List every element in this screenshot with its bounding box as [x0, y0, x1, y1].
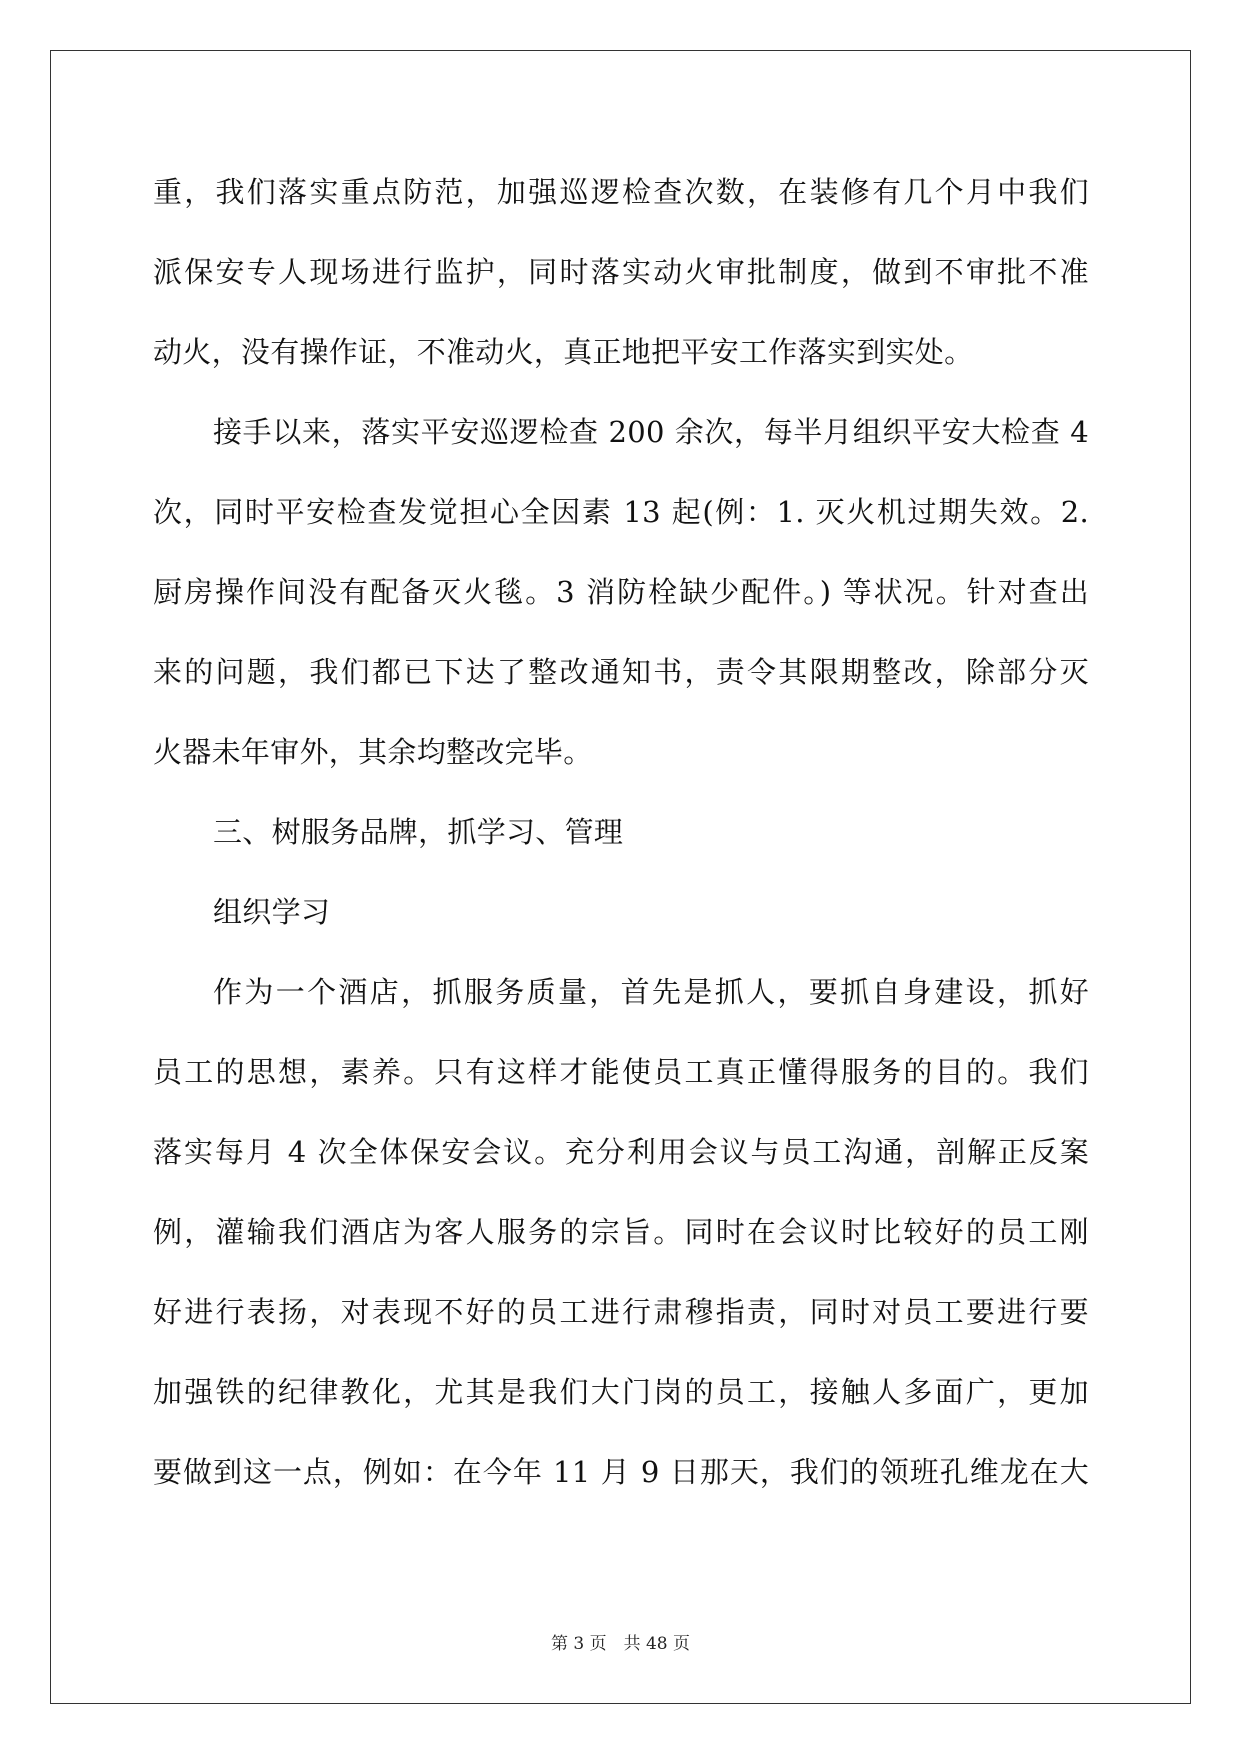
- paragraph-line: 厨房操作间没有配备灭火毯。3 消防栓缺少配件。) 等状况。针对查出: [153, 575, 1089, 609]
- paragraph-line: 接手以来，落实平安巡逻检查 200 余次，每半月组织平安大检查 4: [213, 415, 1089, 449]
- paragraph-line: 派保安专人现场进行监护，同时落实动火审批制度，做到不审批不准: [153, 255, 1089, 289]
- paragraph-line: 例，灌输我们酒店为客人服务的宗旨。同时在会议时比较好的员工刚: [153, 1215, 1089, 1249]
- paragraph-line: 要做到这一点，例如：在今年 11 月 9 日那天，我们的领班孔维龙在大: [153, 1455, 1089, 1489]
- paragraph-line: 次，同时平安检查发觉担心全因素 13 起(例：1. 灭火机过期失效。2.: [153, 495, 1089, 529]
- subsection-heading: 组织学习: [213, 895, 331, 929]
- paragraph-line: 来的问题，我们都已下达了整改通知书，责令其限期整改，除部分灭: [153, 655, 1089, 689]
- section-heading: 三、树服务品牌，抓学习、管理: [213, 815, 624, 849]
- page-footer: 第 3 页 共 48 页: [550, 1634, 691, 1654]
- paragraph-line: 火器未年审外，其余均整改完毕。: [153, 735, 593, 769]
- paragraph-line: 员工的思想，素养。只有这样才能使员工真正懂得服务的目的。我们: [153, 1055, 1089, 1089]
- paragraph-line: 重，我们落实重点防范，加强巡逻检查次数，在装修有几个月中我们: [153, 175, 1089, 209]
- paragraph-line: 加强铁的纪律教化，尤其是我们大门岗的员工，接触人多面广，更加: [153, 1375, 1089, 1409]
- paragraph-line: 好进行表扬，对表现不好的员工进行肃穆指责，同时对员工要进行要: [153, 1295, 1089, 1329]
- paragraph-line: 动火，没有操作证，不准动火，真正地把平安工作落实到实处。: [153, 335, 974, 369]
- paragraph-line: 作为一个酒店，抓服务质量，首先是抓人，要抓自身建设，抓好: [213, 975, 1089, 1009]
- paragraph-line: 落实每月 4 次全体保安会议。充分利用会议与员工沟通，剖解正反案: [153, 1135, 1089, 1169]
